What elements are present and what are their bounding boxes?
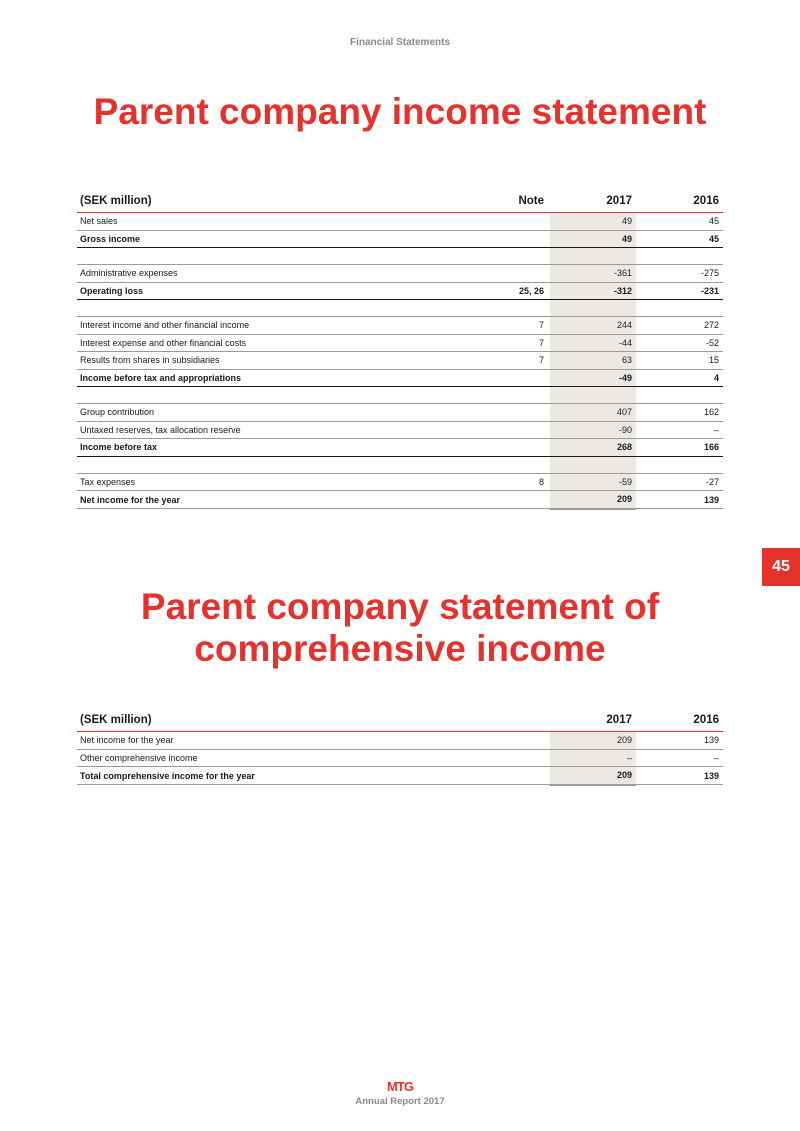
row-value-2016: 4: [636, 369, 723, 387]
spacer-cell: [550, 456, 636, 473]
column-header-2016: 2016: [636, 190, 723, 213]
table-row: [77, 749, 723, 767]
table-row: [77, 282, 723, 300]
row-value-2016: -231: [636, 282, 723, 300]
row-value-2017: -49: [550, 369, 636, 387]
row-label: Net income for the year: [77, 491, 477, 509]
row-value-2016: –: [636, 749, 723, 767]
comprehensive-title-line-2: comprehensive income: [194, 628, 606, 669]
table-row: [77, 439, 723, 457]
column-header-note: Note: [477, 190, 548, 213]
row-note: [477, 421, 548, 439]
section-header: Financial Statements: [349, 37, 451, 48]
row-value-2017: 49: [550, 230, 636, 248]
row-note: [477, 230, 548, 248]
row-value-2017: -59: [550, 473, 636, 491]
row-label: Group contribution: [77, 404, 477, 422]
table-row: [77, 369, 723, 387]
row-value-2016: –: [636, 421, 723, 439]
row-value-2016: 45: [636, 230, 723, 248]
table-row: [77, 230, 723, 248]
row-label: Untaxed reserves, tax allocation reserve: [77, 421, 477, 439]
row-label: Net sales: [77, 213, 477, 231]
row-label: Gross income: [77, 230, 477, 248]
column-header-label: (SEK million): [77, 190, 477, 213]
row-value-2017: -44: [550, 334, 636, 352]
row-value-2017: 63: [550, 352, 636, 370]
income-statement-table: [77, 190, 723, 510]
table-header-row: [77, 709, 723, 732]
income-statement-body: [77, 213, 723, 509]
row-note: [477, 265, 548, 283]
row-note: 7: [477, 317, 548, 335]
row-label: Administrative expenses: [77, 265, 477, 283]
row-value-2016: 162: [636, 404, 723, 422]
table-row: [77, 421, 723, 439]
row-value-2017: -90: [550, 421, 636, 439]
row-value-2017: 244: [550, 317, 636, 335]
table-row: [77, 265, 723, 283]
spacer-cell: [636, 248, 723, 265]
spacer-cell: [477, 387, 548, 404]
row-note: [477, 213, 548, 231]
row-label: Interest expense and other financial costs: [77, 334, 477, 352]
row-label: Interest income and other financial income: [77, 317, 477, 335]
row-value-2016: 272: [636, 317, 723, 335]
row-value-2016: -52: [636, 334, 723, 352]
spacer-cell: [636, 456, 723, 473]
spacer-cell: [77, 300, 477, 317]
row-note: 7: [477, 334, 548, 352]
spacer-row: [77, 248, 723, 265]
column-header-2017: 2017: [550, 190, 636, 213]
row-value-2017: –: [550, 749, 636, 767]
comprehensive-income-body: [77, 732, 723, 785]
table-row: [77, 352, 723, 370]
spacer-cell: [77, 456, 477, 473]
spacer-cell: [477, 300, 548, 317]
comprehensive-title-line-1: Parent company statement of: [140, 586, 660, 627]
row-note: [477, 491, 548, 509]
row-label: Operating loss: [77, 282, 477, 300]
row-value-2016: 139: [636, 491, 723, 509]
row-label: Tax expenses: [77, 473, 477, 491]
row-label: Results from shares in subsidiaries: [77, 352, 477, 370]
spacer-cell: [477, 248, 548, 265]
row-value-2017: -361: [550, 265, 636, 283]
row-label: Other comprehensive income: [77, 749, 548, 767]
mtg-logo: MTG: [387, 1079, 413, 1094]
row-note: 25, 26: [477, 282, 548, 300]
row-note: [477, 439, 548, 457]
row-note: 8: [477, 473, 548, 491]
table-row: [77, 317, 723, 335]
footer-label: Annual Report 2017: [355, 1096, 445, 1107]
spacer-cell: [550, 248, 636, 265]
row-value-2016: 15: [636, 352, 723, 370]
row-value-2016: -27: [636, 473, 723, 491]
column-header-2016: 2016: [636, 709, 723, 732]
row-note: [477, 369, 548, 387]
spacer-cell: [636, 387, 723, 404]
row-label: Income before tax and appropriations: [77, 369, 477, 387]
row-value-2017: -312: [550, 282, 636, 300]
row-label: Net income for the year: [77, 732, 548, 750]
table-header-row: [77, 190, 723, 213]
row-value-2016: 166: [636, 439, 723, 457]
spacer-row: [77, 456, 723, 473]
spacer-cell: [550, 387, 636, 404]
table-row: [77, 732, 723, 750]
spacer-cell: [550, 300, 636, 317]
row-label: Income before tax: [77, 439, 477, 457]
page-number-badge: 45: [762, 548, 800, 586]
row-note: 7: [477, 352, 548, 370]
row-value-2017: 209: [550, 732, 636, 750]
row-value-2017: 407: [550, 404, 636, 422]
table-row: [77, 491, 723, 509]
comprehensive-income-table: [77, 709, 723, 786]
spacer-cell: [636, 300, 723, 317]
row-value-2016: 139: [636, 767, 723, 785]
table-row: [77, 404, 723, 422]
table-row: [77, 213, 723, 231]
table-row: [77, 334, 723, 352]
table-row: [77, 473, 723, 491]
spacer-cell: [477, 456, 548, 473]
row-value-2016: 139: [636, 732, 723, 750]
row-value-2016: -275: [636, 265, 723, 283]
spacer-row: [77, 300, 723, 317]
comprehensive-income-title: [0, 586, 800, 670]
row-value-2017: 49: [550, 213, 636, 231]
column-header-2017: 2017: [550, 709, 636, 732]
row-value-2017: 209: [550, 767, 636, 785]
row-value-2017: 209: [550, 491, 636, 509]
row-value-2017: 268: [550, 439, 636, 457]
table-row: [77, 767, 723, 785]
column-header-label: (SEK million): [77, 709, 548, 732]
row-value-2016: 45: [636, 213, 723, 231]
spacer-cell: [77, 387, 477, 404]
income-statement-title: Parent company income statement: [93, 91, 707, 132]
spacer-row: [77, 387, 723, 404]
spacer-cell: [77, 248, 477, 265]
row-note: [477, 404, 548, 422]
row-label: Total comprehensive income for the year: [77, 767, 548, 785]
